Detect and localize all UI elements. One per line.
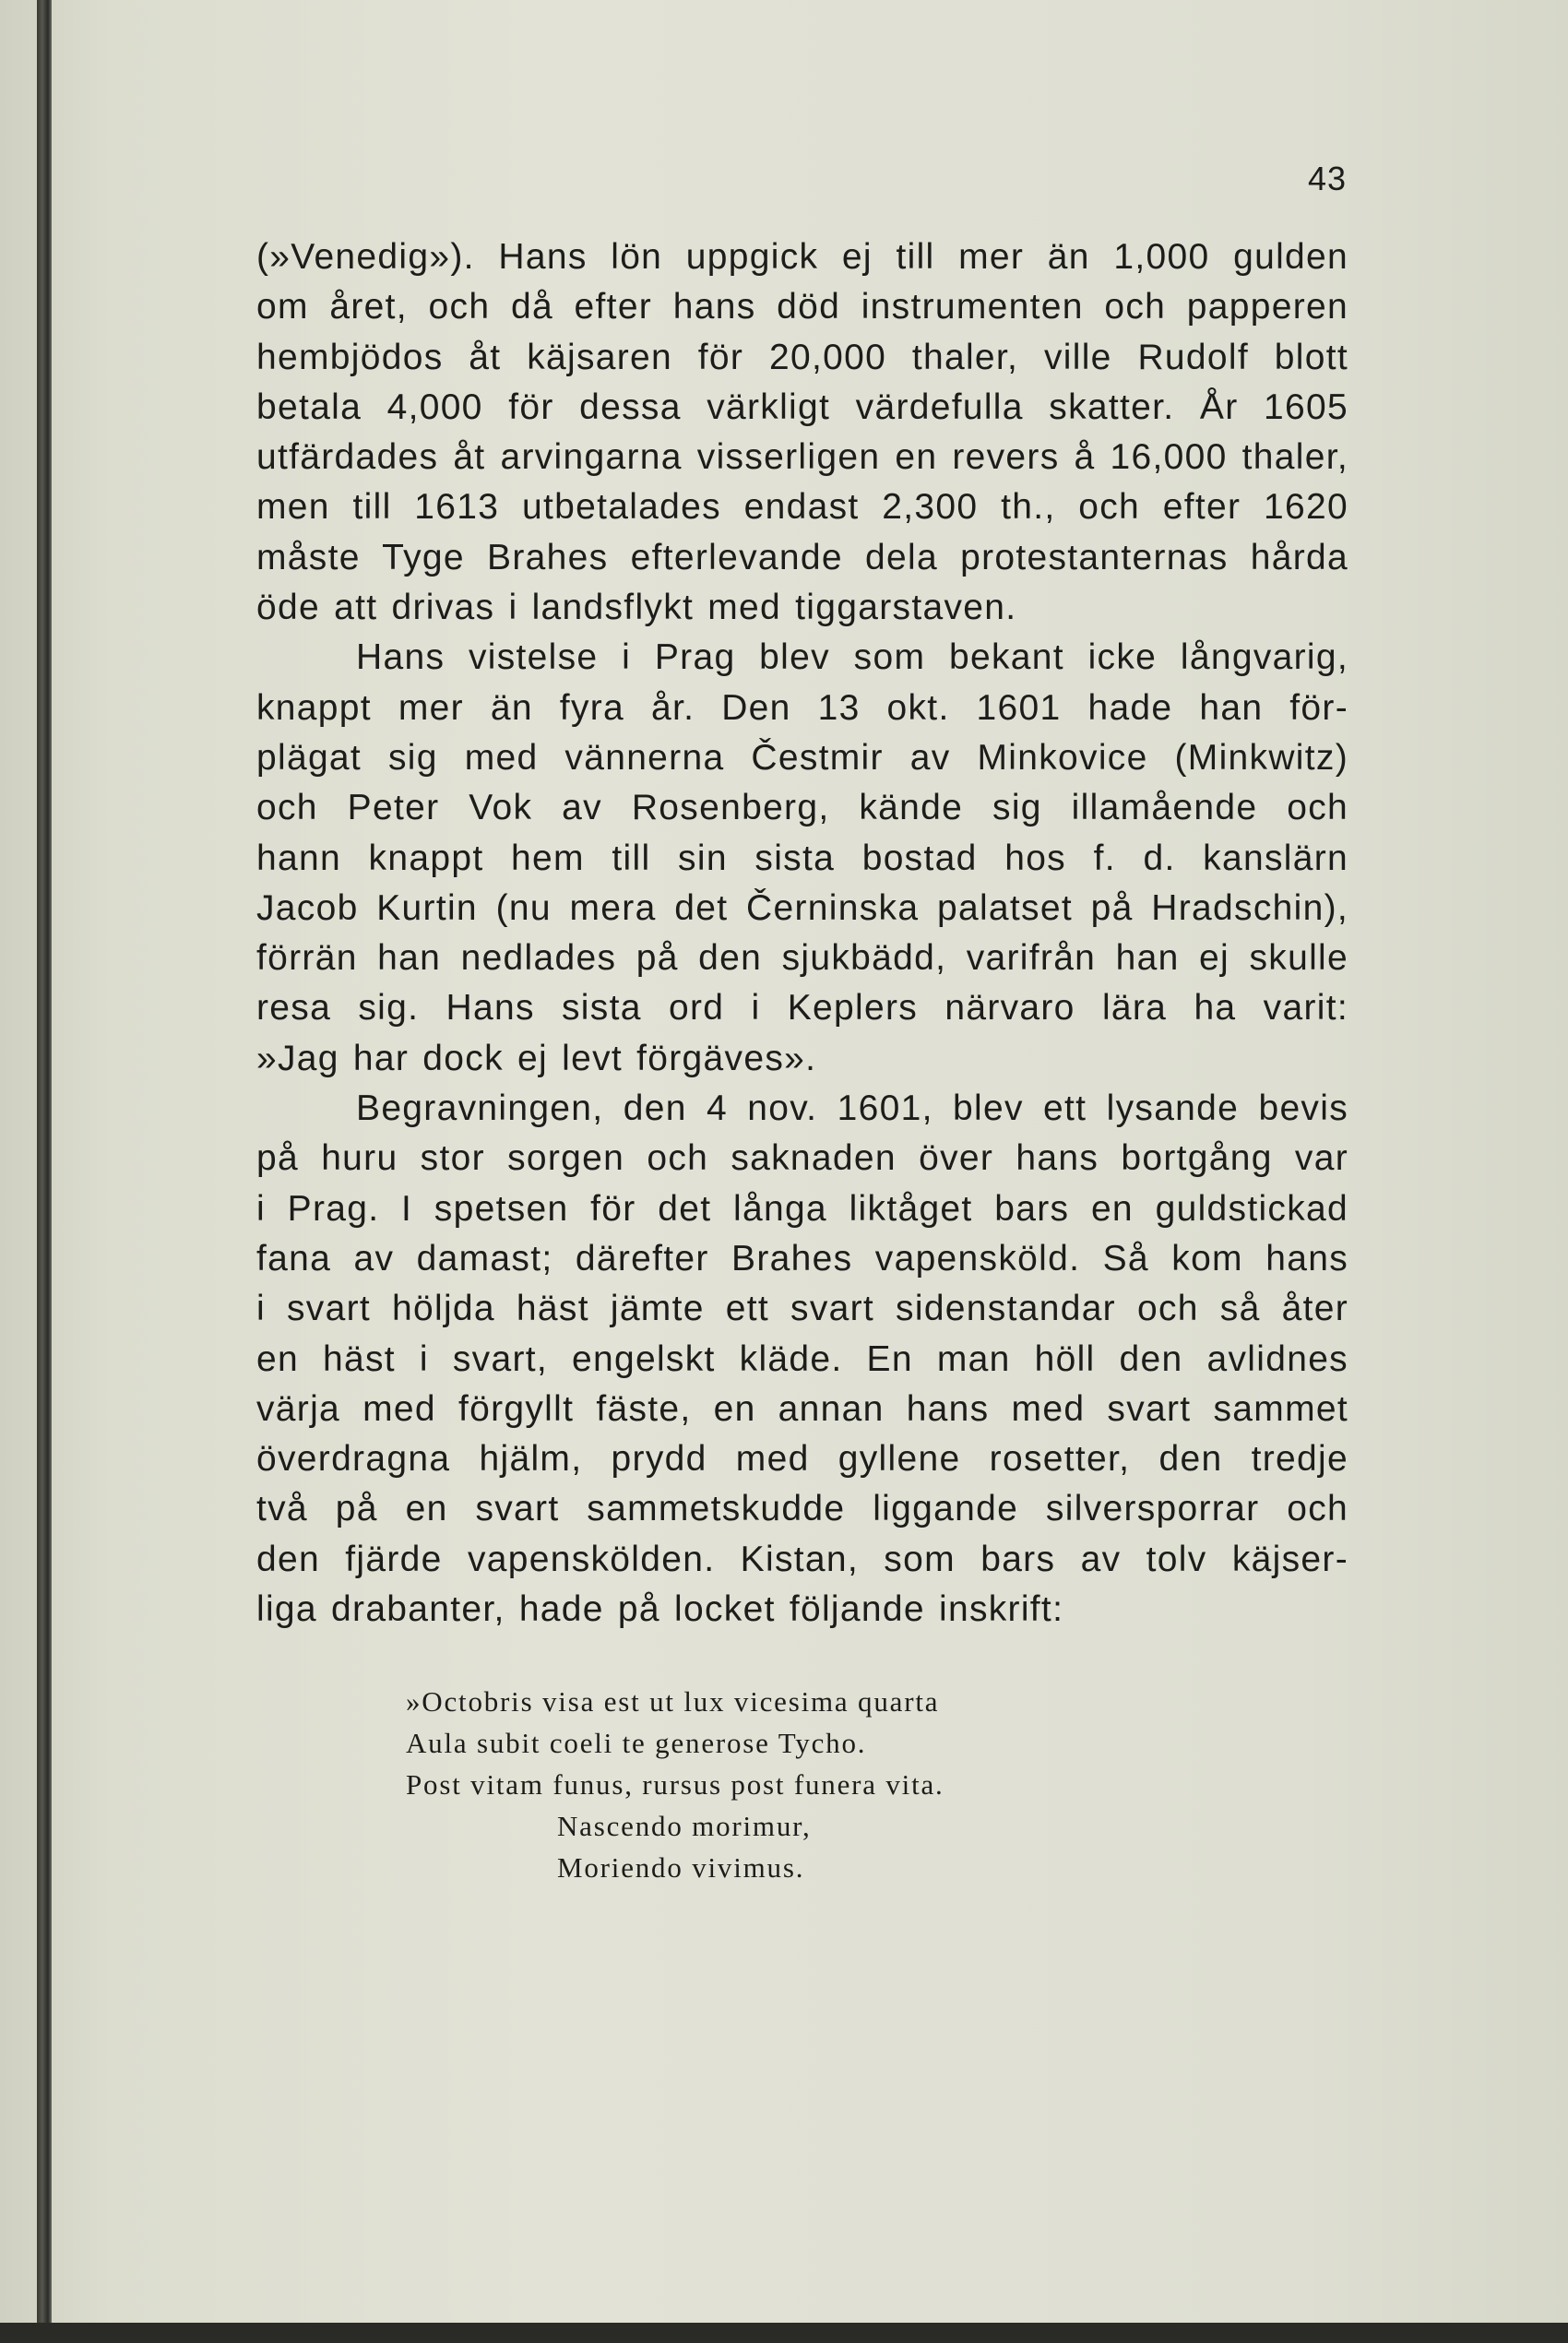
book-binding-edge: [37, 0, 52, 2343]
text-line: förrän han nedlades på den sjukbädd, varifrån han ej skulle: [256, 938, 1348, 979]
text-line: »Jag har dock ej levt förgäves».: [256, 1038, 817, 1078]
text-line: och Peter Vok av Rosenberg, kände sig illamående och: [256, 788, 1348, 828]
text-line: två på en svart sammetskudde liggande silversporrar och: [256, 1489, 1348, 1529]
paragraph-1: [256, 232, 1348, 633]
text-line: om året, och då efter hans död instrumenten och papperen: [256, 287, 1348, 327]
text-line: den fjärde vapenskölden. Kistan, som bars av tolv käjser-: [256, 1539, 1348, 1579]
text-line: utfärdades åt arvingarna visserligen en revers å 16,000 thaler,: [256, 437, 1348, 478]
text-line: i svart höljda häst jämte ett svart sidenstandar och så åter: [256, 1289, 1348, 1329]
page-bottom-edge: [0, 2323, 1568, 2343]
body-text: [256, 232, 1348, 1635]
text-line: överdragna hjälm, prydd med gyllene rosetter, den tredje: [256, 1439, 1348, 1480]
text-line: (»Venedig»). Hans lön uppgick ej till mer än 1,000 gulden: [256, 237, 1348, 277]
text-line: en häst i svart, engelskt kläde. En man höll den avlidnes: [256, 1338, 1348, 1379]
page-number: 43: [1307, 160, 1347, 197]
text-line: liga drabanter, hade på locket följande inskrift:: [256, 1589, 1064, 1630]
text-line: i Prag. I spetsen för det långa liktåget bars en guldstickad: [256, 1188, 1348, 1229]
latin-inscription: [406, 1681, 1107, 1888]
inscription-line: Post vitam funus, rursus post funera vita.: [406, 1768, 944, 1801]
text-line: måste Tyge Brahes efterlevande dela protestanternas hårda: [256, 537, 1348, 577]
paragraph-2: [256, 633, 1348, 1084]
text-line: Jacob Kurtin (nu mera det Černinska palatset på Hradschin),: [256, 887, 1348, 928]
text-line: men till 1613 utbetalades endast 2,300 th., och efter 1620: [256, 487, 1348, 528]
text-line: värja med förgyllt fäste, en annan hans med svart sammet: [256, 1388, 1348, 1429]
text-line: betala 4,000 för dessa värkligt värdefulla skatter. År 1605: [256, 387, 1348, 427]
text-line: öde att drivas i landsflykt med tiggarstaven.: [256, 588, 1017, 628]
text-line: Begravningen, den 4 nov. 1601, blev ett lysande bevis: [356, 1088, 1348, 1129]
paragraph-3: [256, 1084, 1348, 1635]
inscription-line: »Octobris visa est ut lux vicesima quarta: [406, 1685, 940, 1718]
inscription-line: Aula subit coeli te generose Tycho.: [406, 1727, 867, 1759]
text-line: knappt mer än fyra år. Den 13 okt. 1601 hade han för-: [256, 687, 1348, 728]
inscription-line: Moriendo vivimus.: [557, 1851, 805, 1884]
text-line: plägat sig med vännerna Čestmir av Minkovice (Minkwitz): [256, 737, 1348, 778]
text-line: hann knappt hem till sin sista bostad hos f. d. kanslärn: [256, 838, 1348, 878]
text-line: Hans vistelse i Prag blev som bekant icke långvarig,: [356, 637, 1348, 678]
text-line: fana av damast; därefter Brahes vapensköld. Så kom hans: [256, 1238, 1348, 1279]
text-line: på huru stor sorgen och saknaden över hans bortgång var: [256, 1138, 1348, 1179]
inscription-line: Nascendo morimur,: [557, 1810, 812, 1842]
text-line: hembjödos åt käjsaren för 20,000 thaler, ville Rudolf blott: [256, 337, 1348, 377]
text-line: resa sig. Hans sista ord i Keplers närvaro lära ha varit:: [256, 988, 1348, 1029]
